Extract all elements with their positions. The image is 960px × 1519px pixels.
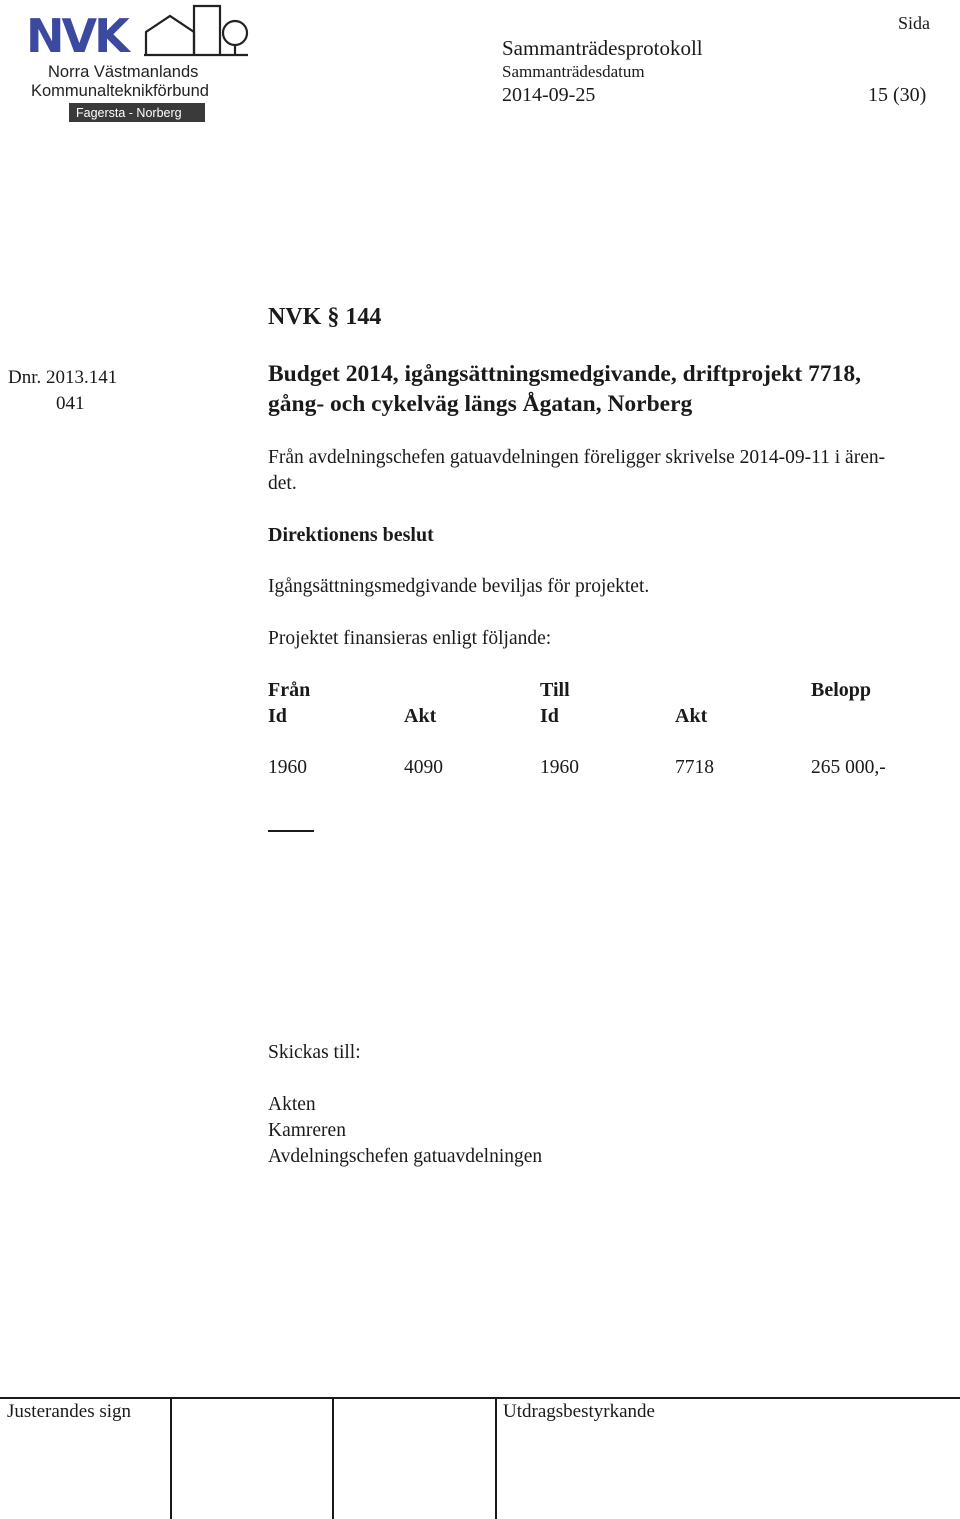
header-to-id: Id [540,705,559,727]
meeting-date-label: Sammanträdesdatum [502,62,645,81]
distribution-heading: Skickas till: [268,1042,361,1063]
signature-table-top-border [0,1397,960,1399]
financing-text: Projektet finansieras enligt följande: [268,628,552,649]
logo-line-1: Norra Västmanlands [48,63,199,81]
intro-text-line-2: det. [268,473,297,494]
decision-text: Igångsättningsmedgivande beviljas för projektet. [268,576,650,597]
item-title-line-2: gång- och cykelväg längs Ågatan, Norberg [268,391,693,417]
logo-letters: NVK [26,9,127,63]
signature-divider [332,1397,334,1519]
nvk-logo [24,2,252,124]
header-to-akt: Akt [675,705,708,727]
cell-amount: 265 000,- [811,757,886,778]
page-label: Sida [898,13,931,33]
meeting-date: 2014-09-25 [502,84,596,106]
dnr-code: 041 [56,393,85,414]
intro-text-line-1: Från avdelningschefen gatuavdelningen föreligger skrivelse 2014-09-11 i ären- [268,447,886,468]
justerandes-sign-label: Justerandes sign [7,1401,132,1422]
utdragsbestyrkande-label: Utdragsbestyrkande [503,1401,655,1422]
decision-heading: Direktionens beslut [268,524,434,546]
header-from-id: Id [268,705,287,727]
header-from: Från [268,679,311,701]
signature-divider [170,1397,172,1519]
cell-to-akt: 7718 [675,757,714,778]
document-type: Sammanträdesprotokoll [502,36,703,60]
recipient-item: Kamreren [268,1120,346,1141]
signature-divider [495,1397,497,1519]
page-number: 15 (30) [868,84,927,106]
paragraph-heading: NVK § 144 [268,304,382,330]
dnr-number: Dnr. 2013.141 [8,367,118,388]
header-to: Till [540,679,570,701]
logo-band-text: Fagersta - Norberg [76,106,182,120]
cell-from-id: 1960 [268,757,307,778]
recipient-item: Akten [268,1094,316,1115]
header-amount: Belopp [811,679,872,701]
section-end-rule [268,830,314,832]
cell-from-akt: 4090 [404,757,443,778]
cell-to-id: 1960 [540,757,579,778]
logo-line-2: Kommunalteknikförbund [31,82,209,100]
header-from-akt: Akt [404,705,437,727]
recipient-item: Avdelningschefen gatuavdelningen [268,1146,543,1167]
item-title-line-1: Budget 2014, igångsättningsmedgivande, driftprojekt 7718, [268,361,861,387]
signature-table [0,1397,960,1519]
